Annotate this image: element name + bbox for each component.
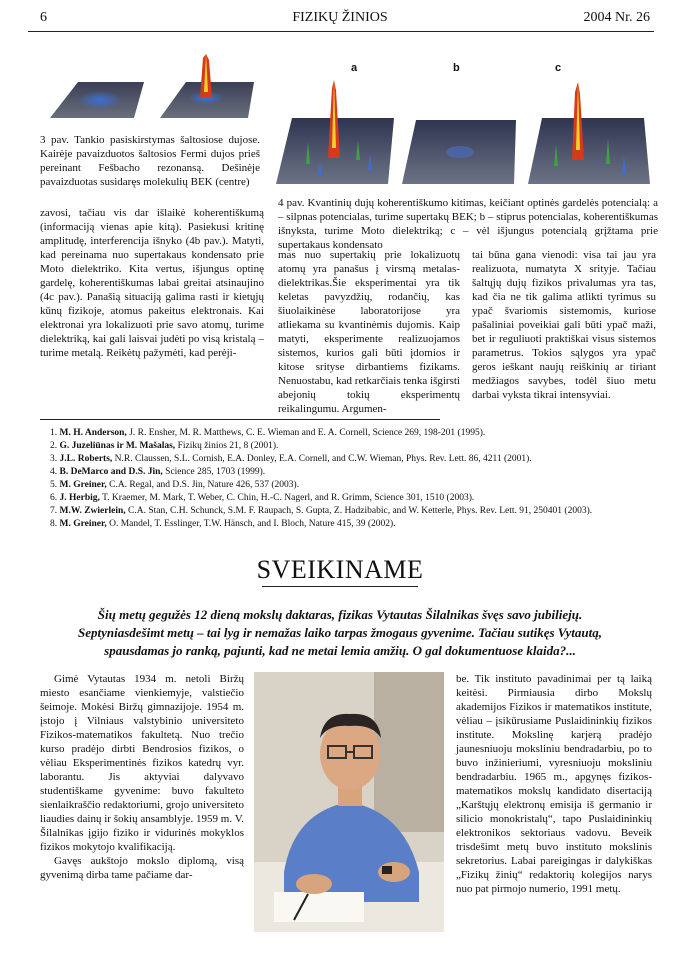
figure3-image bbox=[40, 52, 260, 124]
figure4-label-c: c bbox=[555, 62, 562, 74]
page-number: 6 bbox=[40, 10, 47, 25]
article-column-1: zavosi, tačiau vis dar išlaikė koherentiškumą (informaciją vienas apie kitą). Pasiekusi kritinę amplitudę, interferencija išnyko (4b pav.). Matyti, kad pereinama nuo supertakaus kondensato prie Moto dielektriko. Kita vertus, išjungus optinę gardelę, koherentiškumas labai greitai atsinaujino (4c pav.). Panašią situaciją galima rasti ir kietųjų kūnų fizikoje, atomus pakeitus elektronais. Kai elektronai yra lokalizuoti prie savo atomų, turime dielektriką, kai gali laisvai judėti po visą kristalą – turime metalą. Reikėtų pažymėti, kad perėji- bbox=[40, 207, 264, 359]
header-rule bbox=[28, 31, 654, 32]
article-column-2: mas nuo supertakių prie lokalizuotų atomų yra panašus į virsmą metalas-dielektrikas.Šie eksperimentai yra tik keletas pavyzdžių, rodančių, kas šiuolaikinėse laboratorijose yra atliekama su kvantinėmis dujomis. Kaip matyti, eksperimente realizuojamos sistemos, kurios gali būti įdomios ir kitose srityse dirbantiems fizikams. Nenuostabu, kad retkarčiais tenka išgirsti abejonių tokių eksperimentų reikalingumu. Argumen- bbox=[278, 249, 460, 415]
greeting-left-column bbox=[40, 672, 244, 882]
reference-item: 4. B. DeMarco and D.S. Jin, Science 285, 1703 (1999). bbox=[50, 467, 266, 477]
references-rule bbox=[40, 419, 440, 420]
greeting-right-column bbox=[456, 672, 652, 896]
reference-item: 2. G. Juzeliūnas ir M. Mašalas, Fizikų žinios 21, 8 (2001). bbox=[50, 441, 279, 451]
journal-title: FIZIKŲ ŽINIOS bbox=[292, 10, 388, 25]
article-column-3: tai būna gana vienodi: visa tai jau yra realizuota, numatyta X srityje. Tačiau šaltųjų dujų fizikos privalumas yra tas, kad čia ne tik galima atlikti tyrimus su ypač švariomis sistemomis, kuriose pašaliniai poveikiai gali būti ypač maži, bet ir reguliuoti praktiškai visus sistemos parametrus. Tokios sąlygos yra ypač geros ieškant naujų reiškinių ar tiriant medžiagos savybes, todėl šiuo metu darbai vyksta tikrai intensyviai. bbox=[472, 249, 656, 401]
greeting-paragraph: be. Tik instituto pavadinimai per tą laiką keitėsi. Pirmiausia dirbo Mokslų akademijos Fizikos ir matematikos institute, vėliau – įsikūrusiame Puslaidininkių fizikos institute. Mokslinę karjerą pradėjo jaunesniuoju moksliniu bendradarbiu, po to buvo inžinieriumi, vyresniuoju moksliniu bendradarbiu. 1965 m., apgynęs fizikos-matematikos mokslų kandidato disertaciją „Karštųjų elektronų emisija iš germanio ir silicio monokristalų“, tapo Puslaidininkių elektronikos sektoriaus vadovu. Beveik trisdešimt metų buvo instituto mokslinis sekretorius. Labai pareigingas ir dalykiškas „Fizikų žinių“ redaktorių kolegijos narys nuo pat pirmojo numerio, 1991 metų. bbox=[456, 673, 652, 895]
reference-item: 1. M. H. Anderson, J. R. Ensher, M. R. Matthews, C. E. Wieman and E. A. Cornell, Science 269, 198-201 (1995). bbox=[50, 428, 486, 438]
figure4-label-a: a bbox=[351, 62, 358, 74]
reference-item: 3. J.L. Roberts, N.R. Claussen, S.L. Cornish, E.A. Donley, E.A. Cornell, and C.W. Wieman, Phys. Rev. Lett. 86, 4211 (2001). bbox=[50, 454, 532, 464]
figure4-caption: 4 pav. Kvantinių dujų koherentiškumo kitimas, keičiant optinės gardelės potencialą: a – silpnas potencialas, turime supertakų BEK; b – stiprus potencialas, koherentiškumas išnyksta, turime Moto dielektriką; c – vėl išjungus potencialą grįžtama prie supertakaus kondensato bbox=[278, 197, 658, 251]
reference-item: 8. M. Greiner, O. Mandel, T. Esslinger, T.W. Hänsch, and I. Bloch, Nature 415, 39 (2002). bbox=[50, 519, 396, 529]
greeting-paragraph: Gimė Vytautas 1934 m. netoli Biržų miesto esančiame vienkiemyje, valstiečio šeimoje. Mokėsi Biržų gimnazijoje. 1954 m. įstojo į Vilniaus valstybinio universiteto Fizikos-matematikos fakultetą. Nuo trečio kurso pradėjo dirbti Bendrosios fizikos, o vėliau Eksperimentinės fizikos katedrų vyr. laborantu. Jis aktyviai dalyvavo studentiškame gyvenime: buvo fakulteto sienlaikraščio redaktoriumi, grojo universiteto liaudies dainų ir šokių ansamblyje. 1959 m. V. Šilalnikas įgijo fiziko ir vidurinės mokyklos fizikos mokytojo kvalifikaciją. bbox=[40, 673, 244, 853]
section-title: SVEIKINAME bbox=[256, 555, 424, 584]
figure4-label-b: b bbox=[453, 62, 460, 74]
title-underline bbox=[262, 586, 418, 587]
references-list bbox=[50, 427, 650, 531]
greeting-paragraph: Gavęs aukštojo mokslo diplomą, visą gyvenimą dirba tame pačiame dar- bbox=[40, 855, 244, 881]
reference-item: 6. J. Herbig, T. Kraemer, M. Mark, T. Weber, C. Chin, H.-C. Nagerl, and R. Grimm, Science 301, 1510 (2003). bbox=[50, 493, 475, 503]
reference-item: 5. M. Greiner, C.A. Regal, and D.S. Jin, Nature 426, 537 (2003). bbox=[50, 480, 300, 490]
figure4-image bbox=[270, 78, 660, 188]
issue-label: 2004 Nr. 26 bbox=[583, 10, 650, 25]
reference-item: 7. M.W. Zwierlein, C.A. Stan, C.H. Schunck, S.M. F. Raupach, S. Gupta, Z. Hadzibabic, and W. Ketterle, Phys. Rev. Lett. 91, 250401 (2003). bbox=[50, 506, 593, 516]
greeting-lead: Šių metų gegužės 12 dieną mokslų daktaras, fizikas Vytautas Šilalnikas švęs savo jubiliejų. Septyniasdešimt metų – tai lyg ir nemažas laiko tarpas žmogaus gyvenime. Tačiau sutikęs Vytautą, spausdamas jo ranką, pajunti, kad ne metai lemia amžių. O gal dokumentuose klaida?... bbox=[77, 607, 602, 658]
portrait-photo bbox=[254, 672, 444, 932]
figure3-caption: 3 pav. Tankio pasiskirstymas šaltosiose dujose. Kairėje pavaizduotos šaltosios Fermi dujos prieš pereinant Fešbacho rezonansą. Dešinėje pavaizduotas susidaręs molekulių BEK (centre) bbox=[40, 134, 260, 188]
